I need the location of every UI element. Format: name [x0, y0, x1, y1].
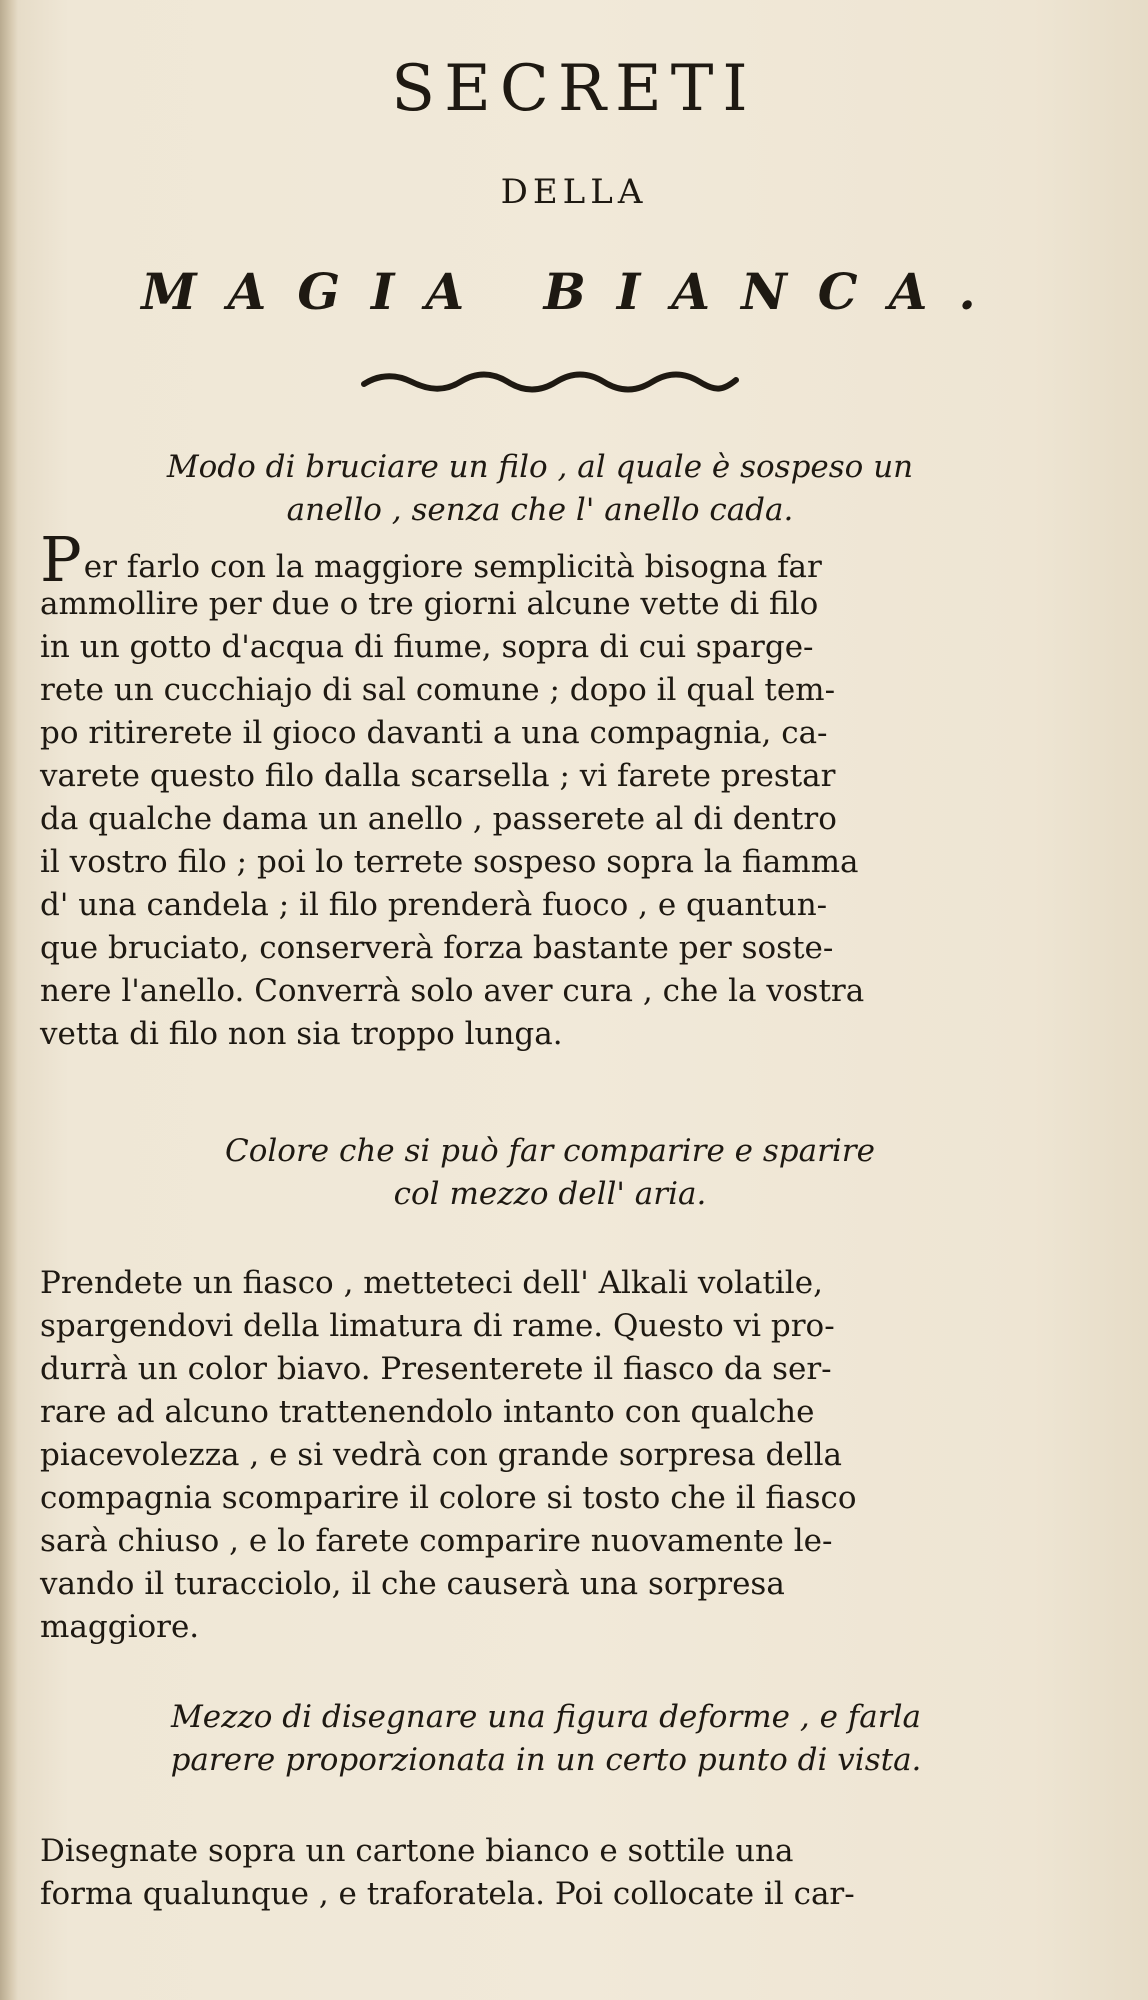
title-della: DELLA [500, 172, 648, 212]
paragraph-figura-deforme [40, 1830, 1040, 1916]
wavy-rule-ornament-icon [360, 368, 740, 396]
paragraph-line: Disegnate sopra un cartone bianco e sottile una [40, 1833, 794, 1869]
paragraph-line: da qualche dama un anello , passerete al di dentro [40, 801, 837, 837]
paragraph-line: vando il turacciolo, il che causerà una sorpresa [40, 1566, 785, 1602]
title-subtitle: MAGIA BIANCA. [141, 262, 1007, 321]
paragraph-colore [40, 1262, 1040, 1649]
heading-line: Mezzo di disegnare una figura deforme , e farla [171, 1699, 921, 1735]
paragraph-line: maggiore. [40, 1609, 200, 1645]
paragraph-line: rete un cucchiajo di sal comune ; dopo il qual tem- [40, 672, 836, 708]
drop-cap: P [40, 523, 82, 596]
paragraph-line: compagnia scomparire il colore si tosto che il fiasco [40, 1480, 857, 1516]
paragraph-line: sarà chiuso , e lo farete comparire nuovamente le- [40, 1523, 833, 1559]
paragraph-line: Prendete un fiasco , metteteci dell' Alkali volatile, [40, 1265, 823, 1301]
paragraph-line-text: er farlo con la maggiore semplicità bisogna far [83, 549, 822, 585]
section-heading-colore [130, 1130, 970, 1216]
section-heading-figura-deforme [16, 1696, 1076, 1782]
page-title: SECRETI [391, 52, 757, 126]
heading-line: parere proporzionata in un certo punto di vista. [170, 1742, 922, 1778]
paragraph-line: rare ad alcuno trattenendolo intanto con qualche [40, 1394, 815, 1430]
section-heading-bruciare-filo [40, 446, 1040, 532]
paragraph-line: nere l'anello. Converrà solo aver cura , che la vostra [40, 973, 865, 1009]
paragraph-line: varete questo filo dalla scarsella ; vi farete prestar [40, 758, 836, 794]
paragraph-line: forma qualunque , e traforatela. Poi collocate il car- [40, 1876, 855, 1912]
paragraph-line: que bruciato, conserverà forza bastante per soste- [40, 930, 834, 966]
paragraph-line: piacevolezza , e si vedrà con grande sorpresa della [40, 1437, 842, 1473]
heading-line: Colore che si può far comparire e sparire [225, 1133, 875, 1169]
heading-line: anello , senza che l' anello cada. [286, 492, 794, 528]
paragraph-line: vetta di filo non sia troppo lunga. [40, 1016, 563, 1052]
paragraph-line: ammollire per due o tre giorni alcune vette di filo [40, 586, 819, 622]
paragraph-line: spargendovi della limatura di rame. Questo vi pro- [40, 1308, 835, 1344]
paragraph-line [40, 523, 1040, 596]
paragraph-bruciare-filo [40, 523, 1040, 1056]
paragraph-line: il vostro filo ; poi lo terrete sospeso sopra la fiamma [40, 844, 859, 880]
heading-line: col mezzo dell' aria. [393, 1176, 707, 1212]
heading-line: Modo di bruciare un filo , al quale è sospeso un [166, 449, 914, 485]
paragraph-line: durrà un color biavo. Presenterete il fiasco da ser- [40, 1351, 832, 1387]
paragraph-line: po ritirerete il gioco davanti a una compagnia, ca- [40, 715, 828, 751]
paragraph-line: d' una candela ; il filo prenderà fuoco , e quantun- [40, 887, 828, 923]
paragraph-line: in un gotto d'acqua di fiume, sopra di cui sparge- [40, 629, 814, 665]
